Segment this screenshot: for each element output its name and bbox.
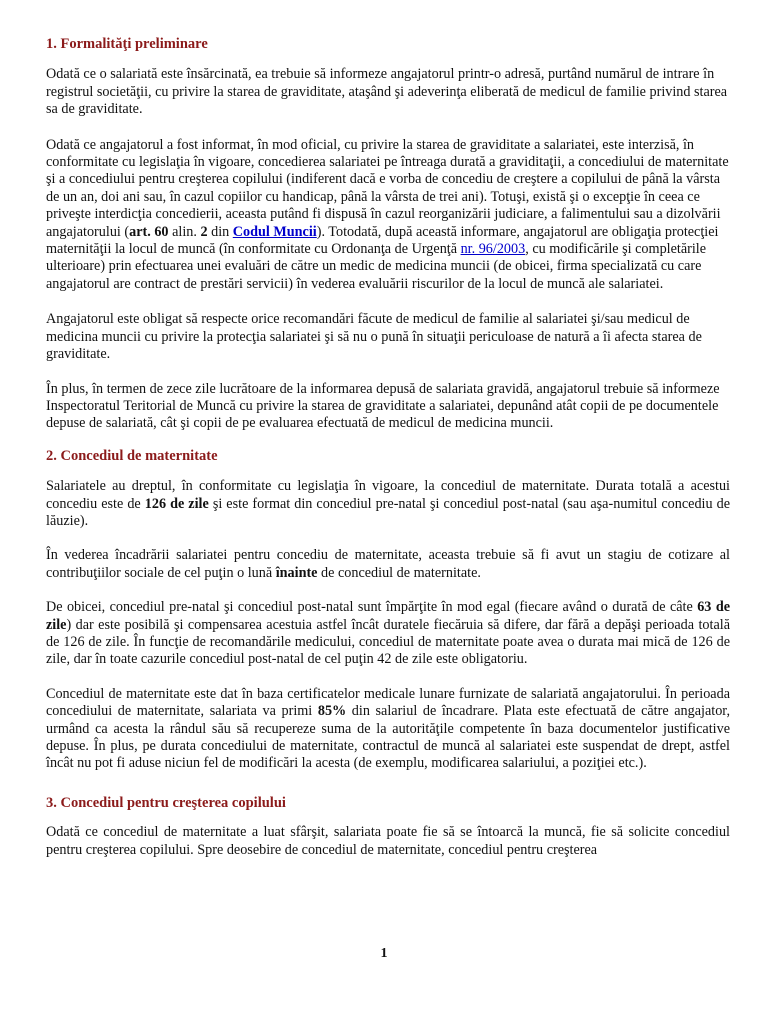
text-run: şi este format din concediul pre-natal şi concediul post-natal (sau aşa-numitul concediu de lăuzie).	[46, 495, 731, 529]
bold-run: 63 de zile	[46, 599, 731, 633]
s2-paragraph-1	[46, 478, 730, 530]
text-run: Odată ce angajatorul a fost informat, în mod oficial, cu privire la starea de graviditate a salariatei, este interzisă, în conformitate cu legislaţia în vigoare, concedierea salariatei pe întreaga durată a graviditaţii, a concediului de maternitate şi a concediului pentru creşterea copilului (indiferent dacă e vorba de concediu de creştere a copilului de până la vârsta de un an, doi ani sau, în cazul copiilor cu handicap, până la vârsta de trei ani). Totuşi, există şi o excepţie în ceea ce priveşte interdicţia concedierii, aceasta putând fi dispusă în cazul reorganizării judiciare, a falimentului sau a dizolvării angajatorului (	[46, 136, 729, 240]
bold-run: 126 de zile	[144, 495, 209, 512]
s1-paragraph-3: Angajatorul este obligat să respecte orice recomandări făcute de medicul de familie al salariatei şi/sau medicul de medicina muncii cu privire la protecţia salariatei şi să nu o pună în situaţii periculoase de natură a îi afecta starea de graviditate.	[46, 311, 702, 363]
text-run: din salariul de încadrare. Plata este efectuată de către angajator, urmând ca acesta la rândul său să recupereze suma de la autorităţile competente în baza documentelor justificative depuse. În plus, pe durata concediului de maternitate, contractul de muncă al salariatei este suspendat de drept, astfel încât nu pot fi aduse niciun fel de modificări la acesta (de exemplu, modificarea salariului, a poziţiei etc.).	[46, 703, 730, 772]
bold-run: 2	[200, 223, 208, 240]
text-run: De obicei, concediul pre-natal şi concediul post-natal sunt împărţite în mod egal (fiecare având o durată de câte	[46, 599, 698, 616]
s2-paragraph-3	[46, 599, 730, 669]
text-run: În vederea încadrării salariatei pentru concediu de maternitate, aceasta trebuie să fi avut un stagiu de cotizare al contribuţiilor sociale de cel puţin o lună	[46, 547, 730, 581]
document-page	[46, 36, 730, 859]
s1-paragraph-4: În plus, în termen de zece zile lucrătoare de la informarea depusă de salariata gravidă, angajatorul trebuie să informeze Inspectoratul Teritorial de Muncă cu privire la starea de graviditate a salariatei, depunând atât copii de pe documentele depuse de salariată, cât şi copii de pe evaluarea efectuată de medicul de medicina muncii.	[46, 380, 720, 432]
text-run: Salariatele au dreptul, în conformitate cu legislaţia în vigoare, la concediul de maternitate. Durata totală a acestui concediu este de	[46, 478, 730, 512]
codul-muncii-link[interactable]: Codul Muncii	[232, 223, 317, 240]
ordonanta-link[interactable]: nr. 96/2003	[460, 241, 526, 258]
s1-paragraph-1: Odată ce o salariată este însărcinată, ea trebuie să informeze angajatorul printr-o adresă, purtând numărul de intrare în registrul societăţii, cu privire la starea de graviditate, ataşând şi adeverinţa eliberată de medicul de familie privind starea sa de graviditate.	[46, 66, 728, 118]
text-run: ). Totodată, după această informare, angajatorul are obligaţia protecţiei maternităţii la locul de muncă (în conformitate cu Ordonanţa de Urgenţă	[46, 223, 719, 258]
text-run: de concediul de maternitate.	[317, 564, 481, 581]
text-run: alin.	[168, 223, 201, 240]
s3-paragraph-1: Odată ce concediul de maternitate a luat sfârşit, salariata poate fie să se întoarcă la muncă, fie să solicite concediul pentru creşterea copilului. Spre deosebire de concediul de maternitate, concediul pentru creşterea	[46, 824, 730, 858]
section-2-heading: 2. Concediul de maternitate	[46, 447, 218, 464]
bold-run: art. 60	[129, 223, 169, 240]
bold-run: înainte	[275, 564, 318, 581]
text-run: Concediul de maternitate este dat în baza certificatelor medicale lunare furnizate de salariată angajatorului. În perioada concediului de maternitate, salariata va primi	[46, 685, 730, 720]
s2-paragraph-2	[46, 547, 730, 582]
section-3-heading: 3. Concediul pentru creşterea copilului	[46, 794, 286, 811]
text-run: din	[207, 223, 233, 240]
section-1-heading: 1. Formalităţi preliminare	[46, 36, 208, 52]
s1-paragraph-2	[46, 137, 730, 294]
s2-paragraph-4	[46, 686, 730, 773]
bold-run: 85%	[317, 703, 347, 720]
page-number: 1	[380, 946, 388, 961]
text-run: , cu modificările şi completările ulterioare) prin efectuarea unei evaluări de către un medic de medicina muncii (de obicei, firma specializată cu care angajatorul are contract de prestări servicii) în vederea evaluării riscurilor de la locul de muncă ale salariatei.	[46, 241, 707, 292]
text-run: ) dar este posibilă şi compensarea acestuia astfel încât duratele fiecăruia să difere, dar fără a depăşi perioada totală de 126 de zile. În funcţie de recomandările medicului, concediul de maternitate poate avea o durata mai mică de 126 de zile, dar în toate cazurile concediul post-natal de cel puţin 42 de zile este obligatoriu.	[46, 616, 730, 668]
